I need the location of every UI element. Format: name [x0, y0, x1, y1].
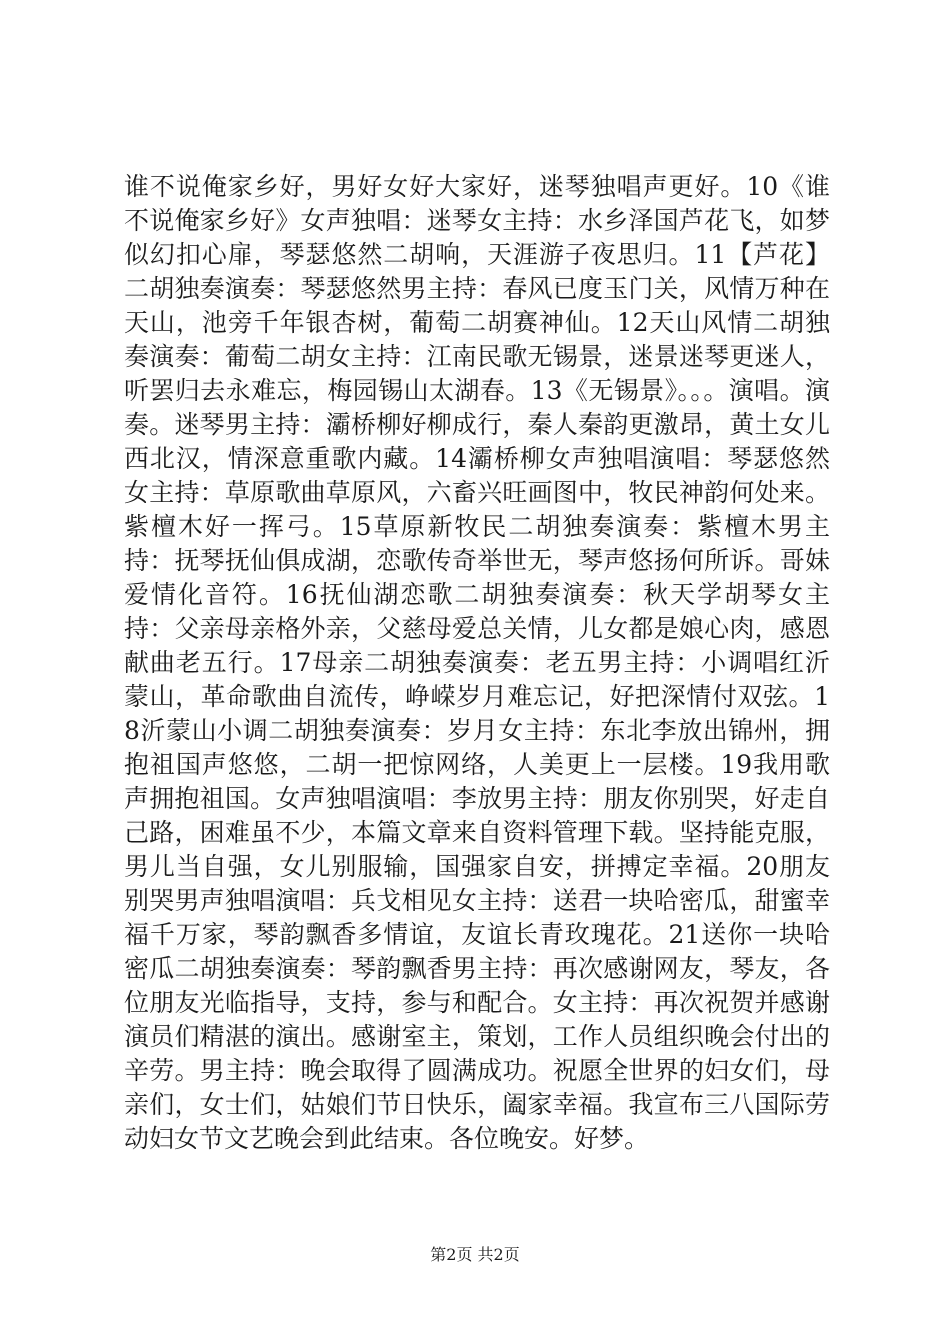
body-paragraph: 谁不说俺家乡好，男好女好大家好，迷琴独唱声更好。10《谁不说俺家乡好》女声独唱：迷琴女主持：水乡泽国芦花飞，如梦似幻扣心扉，琴瑟悠然二胡响，天涯游子夜思归。11【芦花】二胡独奏演奏：琴瑟悠然男主持：春风已度玉门关，风情万种在天山，池旁千年银杏树，葡萄二胡赛神仙。12天山风情二胡独奏演奏：葡萄二胡女主持：江南民歌无锡景，迷景迷琴更迷人，听罢归去永难忘，梅园锡山太湖春。13《无锡景》。。。演唱。演奏。迷琴男主持：灞桥柳好柳成行，秦人秦韵更激昂，黄土女儿西北汉，情深意重歌内藏。14灞桥柳女声独唱演唱：琴瑟悠然女主持：草原歌曲草原风，六畜兴旺画图中，牧民神韵何处来。紫檀木好一挥弓。15草原新牧民二胡独奏演奏：紫檀木男主持：抚琴抚仙俱成湖，恋歌传奇举世无，琴声悠扬何所诉。哥妹爱情化音符。16抚仙湖恋歌二胡独奏演奏：秋天学胡琴女主持：父亲母亲格外亲，父慈母爱总关情，儿女都是娘心肉，感恩献曲老五行。17母亲二胡独奏演奏：老五男主持：小调唱红沂蒙山，革命歌曲自流传，峥嵘岁月难忘记，好把深情付双弦。18沂蒙山小调二胡独奏演奏：岁月女主持：东北李放出锦州，拥抱祖国声悠悠，二胡一把惊网络，人美更上一层楼。19我用歌声拥抱祖国。女声独唱演唱：李放男主持：朋友你别哭，好走自己路，困难虽不少，本篇文章来自资料管理下载。坚持能克服，男儿当自强，女儿别服输，国强家自安，拼搏定幸福。20朋友别哭男声独唱演唱：兵戈相见女主持：送君一块哈密瓜，甜蜜幸福千万家，琴韵飘香多情谊，友谊长青玫瑰花。21送你一块哈密瓜二胡独奏演奏：琴韵飘香男主持：再次感谢网友，琴友，各位朋友光临指导，支持，参与和配合。女主持：再次祝贺并感谢演员们精湛的演出。感谢室主，策划，工作人员组织晚会付出的辛劳。男主持：晚会取得了圆满成功。祝愿全世界的妇女们，母亲们，女士们，姑娘们节日快乐，阖家幸福。我宣布三八国际劳动妇女节文艺晚会到此结束。各位晚安。好梦。: [124, 172, 830, 1153]
page-number-footer: 第2页 共2页: [430, 1245, 520, 1264]
